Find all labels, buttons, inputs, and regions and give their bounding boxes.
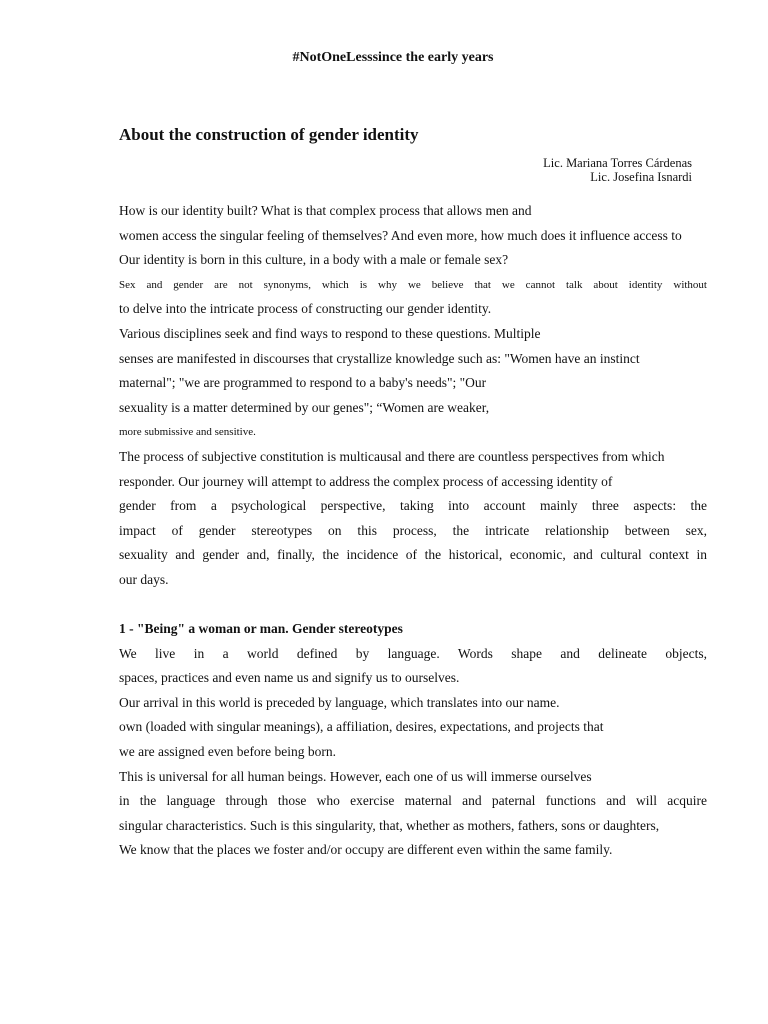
text-line: sexuality is a matter determined by our genes"; “Women are weaker, (119, 399, 490, 415)
text-line: we are assigned even before being born. (119, 744, 337, 760)
document-title: About the construction of gender identity (119, 125, 419, 144)
author-name: Lic. Mariana Torres Cárdenas (543, 156, 692, 170)
paragraph-gap (119, 593, 707, 618)
text-line: spaces, practices and even name us and signify us to ourselves. (119, 670, 460, 686)
running-header: #NotOneLesssince the early years (292, 50, 494, 65)
text-line: to delve into the intricate process of constructing our gender identity. (119, 301, 492, 317)
body-text (119, 199, 707, 863)
text-line: Our identity is born in this culture, in a body with a male or female sex? (119, 252, 509, 268)
text-line: How is our identity built? What is that complex process that allows men and (119, 203, 532, 218)
author-name: Lic. Josefina Isnardi (590, 170, 692, 184)
text-line: maternal"; "we are programmed to respond to a baby's needs"; "Our (119, 375, 487, 391)
text-line: senses are manifested in discourses that crystallize knowledge such as: "Women have an instinct (119, 350, 640, 366)
section-heading: 1 - "Being" a woman or man. Gender stereotypes (119, 621, 403, 637)
text-line: our days. (119, 571, 169, 587)
text-line: Sex and gender are not synonyms, which is why we believe that we cannot talk about identity without (119, 278, 707, 291)
text-line: Our arrival in this world is preceded by language, which translates into our name. (119, 694, 560, 710)
text-line: We know that the places we foster and/or occupy are different even within the same family. (119, 842, 613, 858)
text-line: sexuality and gender and, finally, the incidence of the historical, economic, and cultural context in (119, 547, 707, 563)
text-line: own (loaded with singular meanings), a affiliation, desires, expectations, and projects that (119, 719, 604, 735)
text-line: more submissive and sensitive. (119, 426, 256, 439)
text-line: singular characteristics. Such is this singularity, that, whether as mothers, fathers, sons or daughters, (119, 817, 660, 833)
text-line: women access the singular feeling of themselves? And even more, how much does it influence access to (119, 227, 682, 243)
text-line: We live in a world defined by language. Words shape and delineate objects, (119, 645, 707, 661)
text-line: responder. Our journey will attempt to address the complex process of accessing identity of (119, 473, 613, 489)
authors-block (543, 156, 692, 184)
text-line: gender from a psychological perspective, taking into account mainly three aspects: the (119, 498, 707, 514)
text-line: Various disciplines seek and find ways to respond to these questions. Multiple (119, 325, 541, 341)
text-line: The process of subjective constitution is multicausal and there are countless perspectives from which (119, 448, 665, 464)
text-line: This is universal for all human beings. However, each one of us will immerse ourselves (119, 768, 592, 784)
text-line: impact of gender stereotypes on this process, the intricate relationship between sex, (119, 522, 707, 538)
text-line: in the language through those who exercise maternal and paternal functions and will acquire (119, 793, 707, 809)
